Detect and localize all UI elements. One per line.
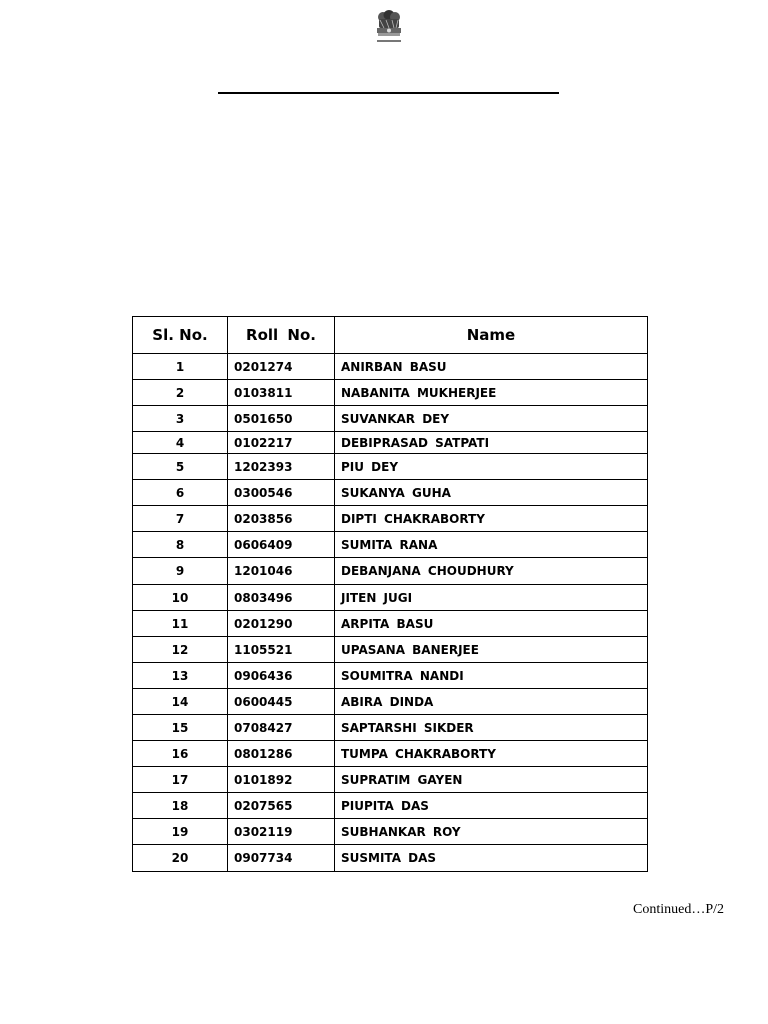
- sl-no-cell: 15: [133, 715, 228, 741]
- state-emblem-icon: [372, 10, 406, 46]
- sl-no-cell: 20: [133, 845, 228, 872]
- name-cell: SAPTARSHI SIKDER: [335, 715, 648, 741]
- table-row: [133, 793, 648, 819]
- table-row: [133, 689, 648, 715]
- table-header-row: [133, 317, 648, 354]
- sl-no-cell: 14: [133, 689, 228, 715]
- sl-no-cell: 16: [133, 741, 228, 767]
- name-cell: SUBHANKAR ROY: [335, 819, 648, 845]
- table-row: [133, 715, 648, 741]
- sl-no-cell: 6: [133, 480, 228, 506]
- roll-no-cell: 0803496: [228, 585, 335, 611]
- column-header-roll-no: Roll No.: [228, 317, 335, 354]
- table-row: [133, 819, 648, 845]
- column-header-name: Name: [335, 317, 648, 354]
- sl-no-cell: 12: [133, 637, 228, 663]
- table-row: [133, 532, 648, 558]
- sl-no-cell: 10: [133, 585, 228, 611]
- roll-no-cell: 0708427: [228, 715, 335, 741]
- name-cell: DEBIPRASAD SATPATI: [335, 432, 648, 454]
- sl-no-cell: 4: [133, 432, 228, 454]
- name-cell: PIUPITA DAS: [335, 793, 648, 819]
- roll-no-cell: 1202393: [228, 454, 335, 480]
- roll-no-cell: 0101892: [228, 767, 335, 793]
- name-cell: SUKANYA GUHA: [335, 480, 648, 506]
- name-cell: SUMITA RANA: [335, 532, 648, 558]
- table-row: [133, 741, 648, 767]
- roll-no-cell: 0801286: [228, 741, 335, 767]
- sl-no-cell: 7: [133, 506, 228, 532]
- table-row: [133, 506, 648, 532]
- name-cell: TUMPA CHAKRABORTY: [335, 741, 648, 767]
- sl-no-cell: 5: [133, 454, 228, 480]
- name-cell: SUPRATIM GAYEN: [335, 767, 648, 793]
- roll-no-cell: 1105521: [228, 637, 335, 663]
- sl-no-cell: 9: [133, 558, 228, 585]
- table-row: [133, 454, 648, 480]
- name-cell: SOUMITRA NANDI: [335, 663, 648, 689]
- roll-no-cell: 0600445: [228, 689, 335, 715]
- table-row: [133, 663, 648, 689]
- roll-no-cell: 0102217: [228, 432, 335, 454]
- name-cell: SUVANKAR DEY: [335, 406, 648, 432]
- sl-no-cell: 1: [133, 354, 228, 380]
- name-cell: NABANITA MUKHERJEE: [335, 380, 648, 406]
- continued-note: Continued…P/2: [632, 902, 724, 917]
- header-underline: [218, 92, 559, 94]
- name-cell: ARPITA BASU: [335, 611, 648, 637]
- roll-no-cell: 0203856: [228, 506, 335, 532]
- sl-no-cell: 11: [133, 611, 228, 637]
- table-row: [133, 637, 648, 663]
- table-row: [133, 611, 648, 637]
- column-header-sl-no: Sl. No.: [133, 317, 228, 354]
- name-cell: SUSMITA DAS: [335, 845, 648, 872]
- table-row: [133, 380, 648, 406]
- name-cell: ANIRBAN BASU: [335, 354, 648, 380]
- roll-no-cell: 0606409: [228, 532, 335, 558]
- roll-no-cell: 0302119: [228, 819, 335, 845]
- table-row: [133, 585, 648, 611]
- table-row: [133, 354, 648, 380]
- roll-no-cell: 0103811: [228, 380, 335, 406]
- sl-no-cell: 18: [133, 793, 228, 819]
- roll-no-cell: 0907734: [228, 845, 335, 872]
- name-cell: JITEN JUGI: [335, 585, 648, 611]
- roll-no-cell: 0501650: [228, 406, 335, 432]
- roll-no-cell: 0300546: [228, 480, 335, 506]
- table-row: [133, 480, 648, 506]
- table-row: [133, 406, 648, 432]
- sl-no-cell: 17: [133, 767, 228, 793]
- table-row: [133, 432, 648, 454]
- name-cell: ABIRA DINDA: [335, 689, 648, 715]
- name-cell: DIPTI CHAKRABORTY: [335, 506, 648, 532]
- roll-no-cell: 0207565: [228, 793, 335, 819]
- roll-no-cell: 0201290: [228, 611, 335, 637]
- roll-no-cell: 0906436: [228, 663, 335, 689]
- sl-no-cell: 13: [133, 663, 228, 689]
- name-cell: UPASANA BANERJEE: [335, 637, 648, 663]
- sl-no-cell: 2: [133, 380, 228, 406]
- table-row: [133, 845, 648, 872]
- sl-no-cell: 8: [133, 532, 228, 558]
- sl-no-cell: 3: [133, 406, 228, 432]
- name-cell: PIU DEY: [335, 454, 648, 480]
- name-cell: DEBANJANA CHOUDHURY: [335, 558, 648, 585]
- table-row: [133, 767, 648, 793]
- roll-no-cell: 1201046: [228, 558, 335, 585]
- sl-no-cell: 19: [133, 819, 228, 845]
- table-row: [133, 558, 648, 585]
- roll-no-cell: 0201274: [228, 354, 335, 380]
- results-table: [132, 316, 648, 872]
